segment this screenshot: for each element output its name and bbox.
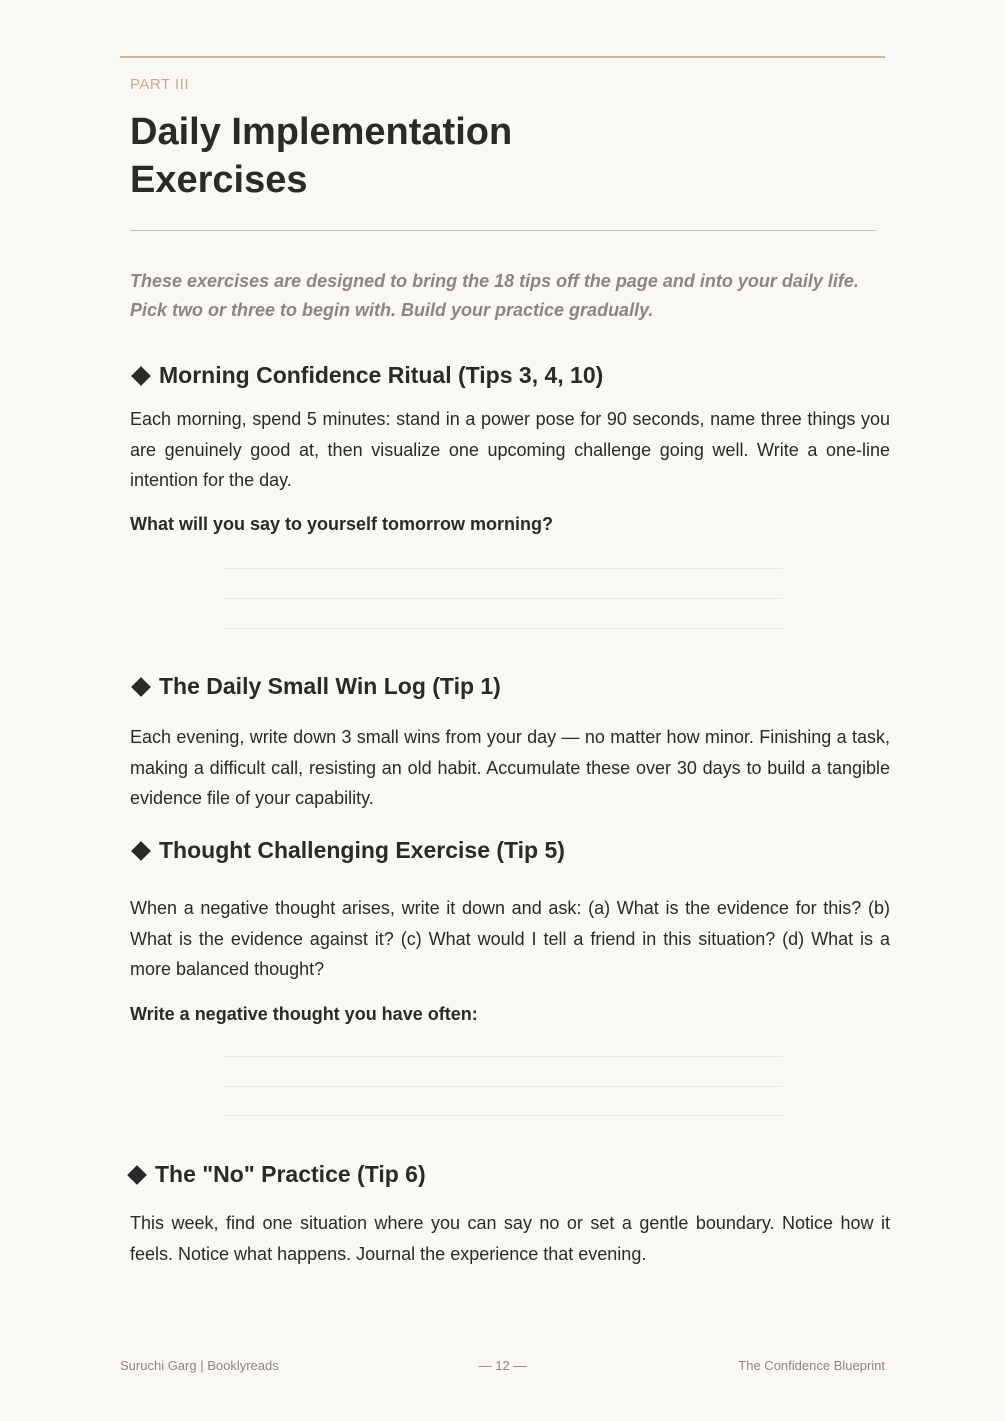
- section-title: Thought Challenging Exercise (Tip 5): [159, 837, 565, 863]
- prompt-negative-thought: Write a negative thought you have often:: [130, 1004, 478, 1024]
- writing-line[interactable]: [223, 1056, 783, 1057]
- section-body-morning-ritual: Each morning, spend 5 minutes: stand in a power pose for 90 seconds, name three things you are genuinely good at, then visualize one upcoming challenge going well. Write a one-line intention for the day.: [130, 409, 890, 490]
- chapter-title: Daily Implementation Exercises: [130, 111, 513, 201]
- part-label: PART III: [130, 76, 190, 93]
- section-body-no-practice: This week, find one situation where you can say no or set a gentle boundary. Notice how it feels. Notice what happens. Journal the experience that evening.: [130, 1213, 890, 1264]
- section-title: Morning Confidence Ritual (Tips 3, 4, 10): [159, 362, 604, 388]
- writing-line[interactable]: [223, 628, 783, 629]
- section-heading-morning-ritual: [130, 362, 603, 389]
- diamond-bullet-icon: [131, 677, 151, 697]
- writing-line[interactable]: [223, 1086, 783, 1087]
- writing-line[interactable]: [223, 598, 783, 599]
- prompt-morning: What will you say to yourself tomorrow morning?: [130, 514, 554, 534]
- footer-book-title: The Confidence Blueprint: [738, 1358, 885, 1373]
- top-rule: [120, 56, 885, 58]
- section-heading-no-practice: [126, 1161, 426, 1188]
- diamond-bullet-icon: [131, 841, 151, 861]
- footer-author: Suruchi Garg | Booklyreads: [120, 1358, 279, 1373]
- footer-page-number: — 12 —: [478, 1358, 527, 1373]
- section-heading-thought-challenging: [130, 837, 565, 864]
- diamond-bullet-icon: [127, 1165, 147, 1185]
- writing-line[interactable]: [223, 568, 783, 569]
- intro-text: These exercises are designed to bring the 18 tips off the page and into your daily life. Pick two or three to begin with. Build your practice gradually.: [130, 271, 859, 320]
- title-divider: [130, 230, 876, 231]
- section-title: The Daily Small Win Log (Tip 1): [159, 673, 501, 699]
- section-body-thought-challenging: When a negative thought arises, write it down and ask: (a) What is the evidence for this? (b) What is the evidence against it? (c) What would I tell a friend in this situation? (d) What is a more balanced thought?: [130, 898, 890, 979]
- section-heading-small-win-log: [130, 673, 501, 700]
- diamond-bullet-icon: [131, 366, 151, 386]
- section-body-small-win-log: Each evening, write down 3 small wins from your day — no matter how minor. Finishing a task, making a difficult call, resisting an old habit. Accumulate these over 30 days to build a tangible evidence file of your capability.: [130, 727, 890, 808]
- section-title: The "No" Practice (Tip 6): [155, 1161, 426, 1187]
- writing-line[interactable]: [223, 1115, 783, 1116]
